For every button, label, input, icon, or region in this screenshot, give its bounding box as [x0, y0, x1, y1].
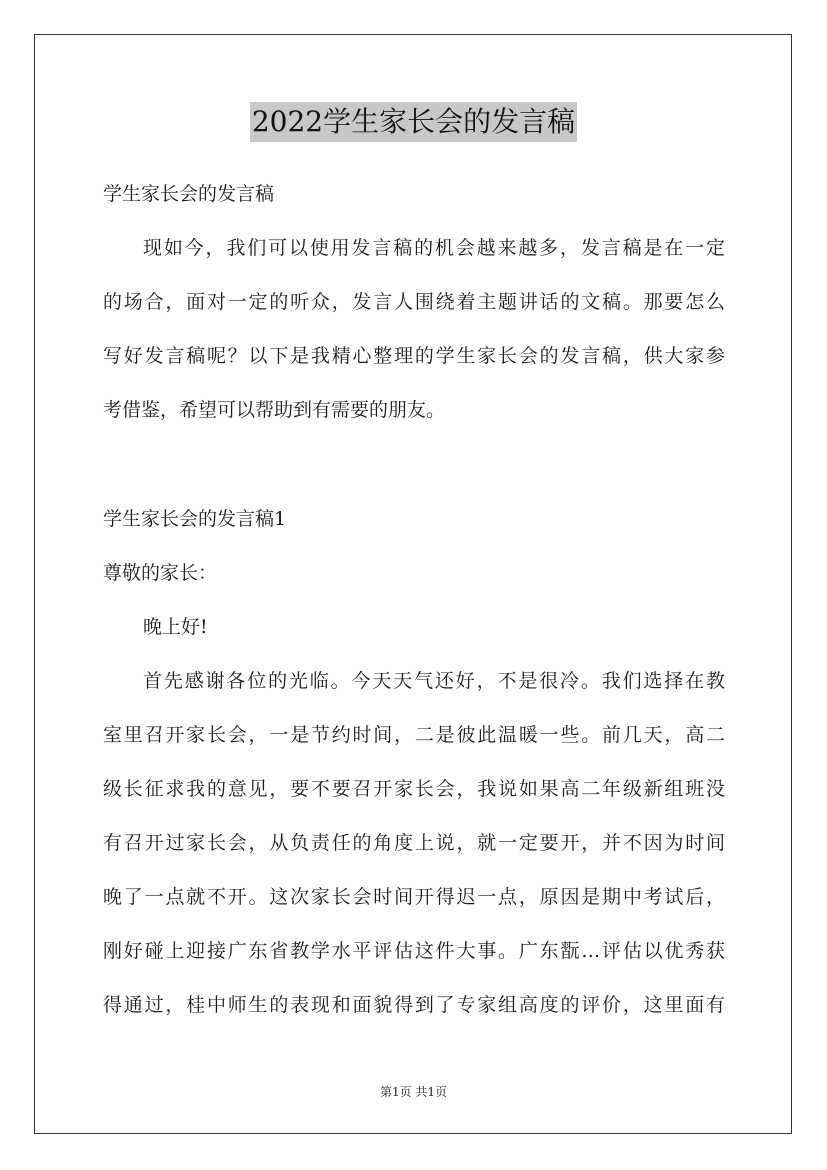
- intro-line-1: 现如今，我们可以使用发言稿的机会越来越多，发言稿是在一定: [143, 237, 725, 259]
- title-container: [0, 102, 827, 142]
- intro-line-2: 的场合，面对一定的听众，发言人围绕着主题讲话的文稿。那要怎么: [103, 291, 725, 313]
- body-line-1: 首先感谢各位的光临。今天天气还好，不是很冷。我们选择在教: [143, 670, 725, 692]
- body-line-3: 级长征求我的意见，要不要召开家长会，我说如果高二年级新组班没: [103, 778, 725, 800]
- section-heading: 学生家长会的发言稿1: [103, 508, 287, 530]
- subtitle: 学生家长会的发言稿: [103, 183, 275, 205]
- greeting: 晚上好!: [143, 616, 208, 638]
- document-title: 2022学生家长会的发言稿: [250, 102, 577, 142]
- body-line-6: 刚好碰上迎接广东省教学水平评估这件大事。广东翫…评估以优秀获: [103, 940, 725, 962]
- page-footer: 第1页 共1页: [379, 1085, 448, 1099]
- intro-line-4: 考借鉴，希望可以帮助到有需要的朋友。: [103, 399, 446, 421]
- body-line-2: 室里召开家长会，一是节约时间，二是彼此温暖一些。前几天，高二: [103, 724, 725, 746]
- body-line-7: 得通过，桂中师生的表现和面貌得到了专家组高度的评价，这里面有: [103, 994, 725, 1016]
- body-line-5: 晚了一点就不开。这次家长会时间开得迟一点，原因是期中考试后，: [103, 886, 725, 908]
- salutation: 尊敬的家长：: [103, 562, 218, 584]
- body-line-4: 有召开过家长会，从负责任的角度上说，就一定要开，并不因为时间: [103, 832, 725, 854]
- intro-line-3: 写好发言稿呢？以下是我精心整理的学生家长会的发言稿，供大家参: [103, 345, 725, 367]
